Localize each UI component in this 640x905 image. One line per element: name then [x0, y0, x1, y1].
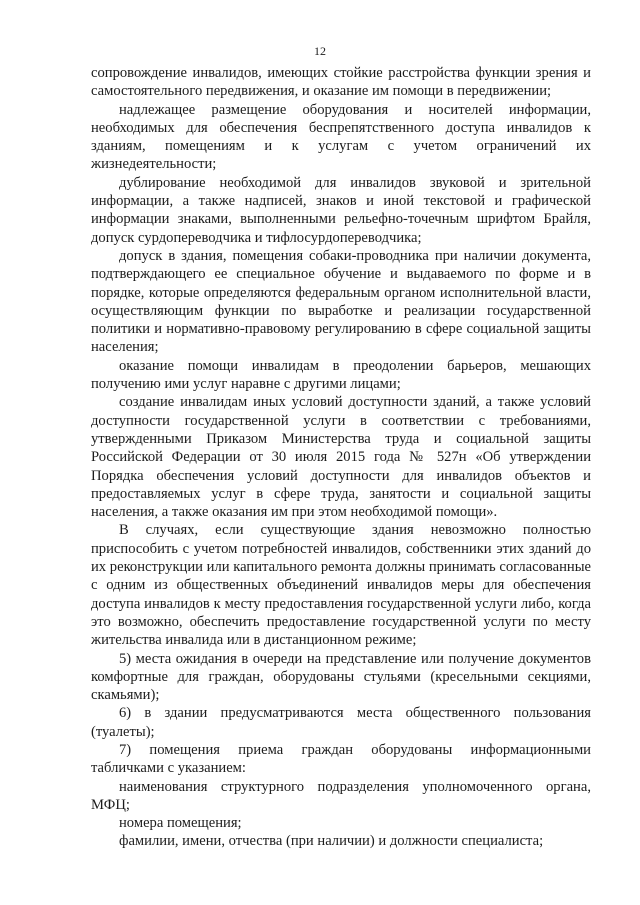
paragraph-room-number: номера помещения;: [119, 815, 242, 832]
paragraph-equipment-placement: надлежащее размещение оборудования и носителей информации, необходимых для обеспечения беспрепятственного доступа инвалидов к зданиям, помещениям и к услугам с учетом ограничений их жизнедеятельности;: [91, 101, 591, 173]
paragraph-item-5-waiting-areas: 5) места ожидания в очереди на представление или получение документов комфортные для граждан, оборудованы стульями (кресельными секциями, скамьями);: [91, 650, 591, 704]
paragraph-escort-disabled: сопровождение инвалидов, имеющих стойкие расстройства функции зрения и самостоятельного передвижения, и оказание им помощи в передвижении;: [91, 65, 591, 100]
paragraph-item-6-restrooms: 6) в здании предусматриваются места общественного пользования (туалеты);: [91, 705, 591, 740]
page-number: 12: [314, 44, 326, 58]
paragraph-existing-buildings: В случаях, если существующие здания невозможно полностью приспособить с учетом потребностей инвалидов, собственники этих зданий до их реконструкции или капитального ремонта должны принимать согласованные с одним из общественных объединений инвалидов меры для обеспечения доступа инвалидов к месту предоставления государственной услуги либо, когда это возможно, обеспечить предоставление государственной услуги по месту жительства инвалида или в дистанционном режиме;: [91, 522, 591, 649]
paragraph-department-name: наименования структурного подразделения уполномоченного органа, МФЦ;: [91, 778, 591, 813]
paragraph-guide-dog-admission: допуск в здания, помещения собаки-проводника при наличии документа, подтверждающего ее специальное обучение и выдаваемого по форме и в порядке, которые определяются федеральным органом исполнительной власти, осуществляющим функции по выработке и реализации государственной политики и нормативно-правовому регулированию в сфере социальной защиты населения;: [91, 247, 591, 356]
paragraph-information-duplication: дублирование необходимой для инвалидов звуковой и зрительной информации, а также надписей, знаков и иной текстовой и графической информации знаками, выполненными рельефно-точечным шрифтом Брайля, допуск сурдопереводчика и тифлосурдопереводчика;: [91, 174, 591, 246]
paragraph-accessibility-conditions: создание инвалидам иных условий доступности зданий, а также условий доступности государственной услуги в соответствии с требованиями, утвержденными Приказом Министерства труда и социальной защиты Российской Федерации от 30 июля 2015 года № 527н «Об утверждении Порядка обеспечения условий доступности для инвалидов объектов и предоставляемых услуг в сфере труда, занятости и социальной защиты населения, а также оказания им при этом необходимой помощи».: [91, 394, 591, 521]
paragraph-barrier-assistance: оказание помощи инвалидам в преодолении барьеров, мешающих получению ими услуг наравне с другими лицами;: [91, 357, 591, 393]
paragraph-specialist-name: фамилии, имени, отчества (при наличии) и должности специалиста;: [119, 833, 544, 850]
document-body: [91, 64, 591, 851]
paragraph-item-7-info-signs: 7) помещения приема граждан оборудованы информационными табличками с указанием:: [91, 741, 591, 777]
